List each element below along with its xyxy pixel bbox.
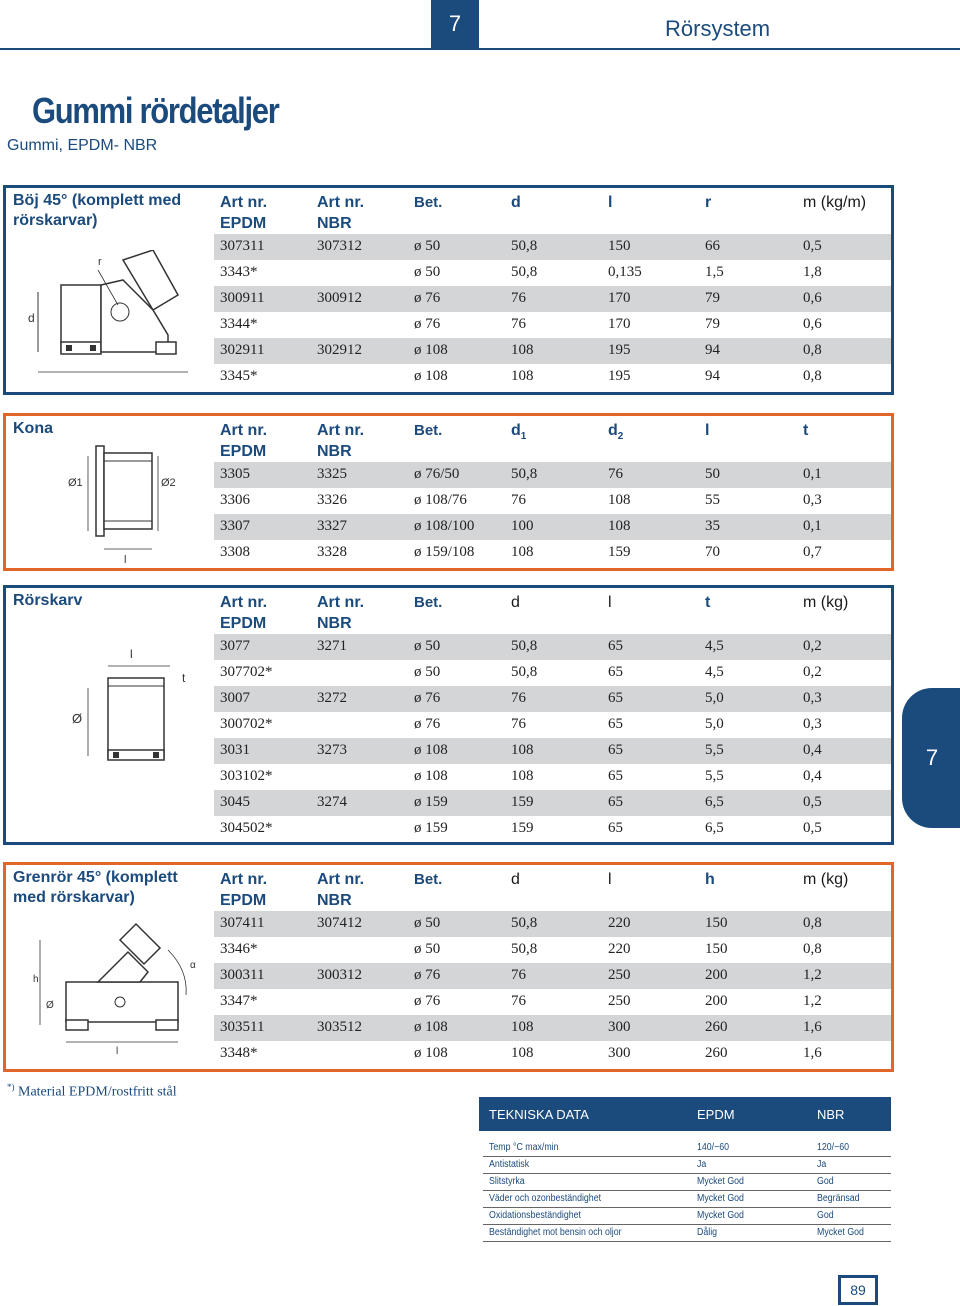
table-row (214, 1015, 891, 1041)
reducer-diagram (28, 441, 198, 571)
table-cell: 1,8 (803, 264, 822, 280)
table-cell: 65 (608, 664, 623, 680)
table-cell: ø 50 (414, 638, 441, 654)
table-cell: 3305 (220, 466, 250, 482)
table-cell: ø 159 (414, 794, 448, 810)
table-cell: 65 (608, 742, 623, 758)
diagram-label-t: t (182, 671, 186, 685)
coupling-table (214, 588, 891, 842)
table-cell: 159 (511, 794, 534, 810)
section-title: Rörskarv (13, 592, 83, 609)
table-cell: 108 (511, 1045, 534, 1061)
table-cell: 200 (705, 967, 728, 983)
table-cell: 1,6 (803, 1045, 822, 1061)
tech-cell: 120/−60 (817, 1142, 850, 1153)
tech-row (483, 1140, 891, 1157)
table-cell: 307412 (317, 915, 362, 931)
table-cell: 108 (511, 368, 534, 384)
tech-cell: Antistatisk (489, 1159, 530, 1170)
tech-cell: Slitstyrka (489, 1176, 525, 1187)
diagram-label-l: l (124, 554, 127, 566)
table-cell: 200 (705, 993, 728, 1009)
table-row (214, 338, 891, 364)
table-cell: 66 (705, 238, 720, 254)
table-cell: 1,5 (705, 264, 724, 280)
table-cell: 50,8 (511, 466, 538, 482)
column-header: Art nr. EPDM (220, 422, 268, 460)
column-header: d (511, 194, 521, 211)
table-cell: 55 (705, 492, 720, 508)
table-cell: 3306 (220, 492, 250, 508)
bend-diagram (28, 250, 198, 380)
chapter-number: 7 (431, 0, 479, 48)
table-cell: 1,6 (803, 1019, 822, 1035)
column-header: l (608, 594, 612, 611)
table-cell: 5,0 (705, 690, 724, 706)
tech-header-nbr: NBR (817, 1107, 845, 1122)
table-header (214, 416, 891, 462)
column-header: l (705, 422, 710, 439)
table-cell: 302912 (317, 342, 362, 358)
column-header: Art nr. NBR (317, 194, 365, 232)
table-row (214, 312, 891, 338)
table-cell: 3007 (220, 690, 250, 706)
table-cell: 76 (511, 690, 526, 706)
branch-diagram (28, 920, 198, 1060)
table-cell: ø 108 (414, 342, 448, 358)
table-row (214, 686, 891, 712)
column-header: Art nr. NBR (317, 594, 365, 632)
table-cell: 0,3 (803, 716, 822, 732)
table-cell: 3308 (220, 544, 250, 560)
tech-row (483, 1157, 891, 1174)
table-row (214, 660, 891, 686)
table-cell: 94 (705, 368, 720, 384)
column-header: Art nr. EPDM (220, 194, 268, 232)
table-cell: 50,8 (511, 941, 538, 957)
table-cell: 76 (511, 967, 526, 983)
table-cell: 76 (511, 290, 526, 306)
page-number: 89 (838, 1275, 878, 1305)
table-row (214, 937, 891, 963)
table-cell: 3343* (220, 264, 258, 280)
section-title: Kona (13, 420, 53, 437)
table-row (214, 764, 891, 790)
table-cell: ø 108 (414, 768, 448, 784)
table-cell: 307411 (220, 915, 265, 931)
table-cell: 0,5 (803, 794, 822, 810)
table-header (214, 188, 891, 234)
column-header: Bet. (414, 594, 443, 611)
table-cell: 220 (608, 941, 631, 957)
table-cell: 94 (705, 342, 720, 358)
table-cell: 300312 (317, 967, 362, 983)
table-cell: 6,5 (705, 820, 724, 836)
table-cell: 0,6 (803, 290, 822, 306)
table-cell: 1,2 (803, 967, 822, 983)
column-header: $d_1$ (511, 422, 527, 443)
table-cell: 70 (705, 544, 720, 560)
table-cell: 170 (608, 316, 631, 332)
table-cell: 65 (608, 794, 623, 810)
table-cell: 159 (511, 820, 534, 836)
table-cell: 0,5 (803, 238, 822, 254)
tech-cell: Ja (697, 1159, 707, 1170)
tech-cell: God (817, 1210, 834, 1221)
footnote-mark: *) (7, 1082, 15, 1092)
tech-cell: Oxidationsbeständighet (489, 1210, 581, 1221)
table-cell: 3272 (317, 690, 347, 706)
table-cell: 3045 (220, 794, 250, 810)
table-cell: 76 (608, 466, 623, 482)
table-cell: 0,135 (608, 264, 642, 280)
table-cell: 65 (608, 716, 623, 732)
section-branch-45 (3, 862, 894, 1072)
table-row (214, 963, 891, 989)
table-cell: 250 (608, 993, 631, 1009)
table-row (214, 260, 891, 286)
table-cell: ø 108 (414, 368, 448, 384)
table-cell: ø 108 (414, 742, 448, 758)
table-cell: 65 (608, 638, 623, 654)
table-row (214, 364, 891, 390)
table-cell: 0,5 (803, 820, 822, 836)
table-cell: 3273 (317, 742, 347, 758)
table-row (214, 790, 891, 816)
table-cell: ø 159 (414, 820, 448, 836)
table-row (214, 911, 891, 937)
diagram-label-d1: Ø1 (68, 477, 83, 489)
coupling-diagram (28, 638, 198, 808)
column-header: m (kg/m) (803, 194, 867, 211)
section-bend-45 (3, 185, 894, 395)
tech-data-header (479, 1097, 891, 1131)
table-cell: 304502* (220, 820, 273, 836)
table-cell: 108 (511, 1019, 534, 1035)
table-cell: 3307 (220, 518, 250, 534)
table-cell: 0,6 (803, 316, 822, 332)
column-header: Bet. (414, 422, 443, 439)
table-cell: 0,7 (803, 544, 822, 560)
tech-cell: Mycket God (697, 1176, 744, 1187)
table-cell: 65 (608, 768, 623, 784)
table-cell: 76 (511, 993, 526, 1009)
table-cell: ø 50 (414, 915, 441, 931)
table-cell: 3328 (317, 544, 347, 560)
table-cell: 3031 (220, 742, 250, 758)
table-cell: ø 50 (414, 941, 441, 957)
tech-cell: God (817, 1176, 834, 1187)
table-cell: ø 76 (414, 316, 441, 332)
table-cell: ø 76 (414, 690, 441, 706)
table-cell: ø 76/50 (414, 466, 460, 482)
table-cell: 3327 (317, 518, 347, 534)
table-cell: ø 108 (414, 1019, 448, 1035)
table-cell: 4,5 (705, 664, 724, 680)
table-row (214, 634, 891, 660)
table-cell: 303512 (317, 1019, 362, 1035)
column-header: Bet. (414, 871, 443, 888)
chapter-side-tab: 7 (902, 688, 960, 828)
table-cell: ø 76 (414, 993, 441, 1009)
table-cell: 5,5 (705, 768, 724, 784)
branch-table (214, 865, 891, 1067)
table-cell: 0,8 (803, 368, 822, 384)
table-cell: 0,4 (803, 742, 822, 758)
table-cell: 100 (511, 518, 534, 534)
table-cell: 300911 (220, 290, 265, 306)
section-reducer (3, 413, 894, 571)
table-cell: 3347* (220, 993, 258, 1009)
table-row (214, 712, 891, 738)
table-cell: 307312 (317, 238, 362, 254)
table-cell: 108 (608, 492, 631, 508)
column-header: r (705, 194, 712, 211)
column-header: Art nr. NBR (317, 871, 365, 909)
table-cell: 0,8 (803, 941, 822, 957)
table-cell: ø 76 (414, 716, 441, 732)
table-cell: 3271 (317, 638, 347, 654)
bend-table (214, 188, 891, 390)
table-cell: 3346* (220, 941, 258, 957)
tech-header-epdm: EPDM (697, 1107, 735, 1122)
table-cell: 159 (608, 544, 631, 560)
chapter-title: Rörsystem (665, 16, 771, 41)
table-cell: 65 (608, 690, 623, 706)
table-cell: 50 (705, 466, 720, 482)
tech-row (483, 1174, 891, 1191)
table-cell: ø 108 (414, 1045, 448, 1061)
table-cell: 3326 (317, 492, 347, 508)
table-row (214, 738, 891, 764)
column-header: Bet. (414, 194, 443, 211)
tech-cell: Väder och ozonbeständighet (489, 1193, 602, 1204)
table-cell: 3077 (220, 638, 250, 654)
table-cell: 3325 (317, 466, 347, 482)
table-cell: 3344* (220, 316, 258, 332)
table-row (214, 1041, 891, 1067)
table-row (214, 462, 891, 488)
column-header: t (803, 422, 809, 439)
table-cell: 260 (705, 1019, 728, 1035)
table-cell: 6,5 (705, 794, 724, 810)
table-cell: 170 (608, 290, 631, 306)
table-cell: 307702* (220, 664, 273, 680)
table-cell: 150 (705, 915, 728, 931)
table-cell: 250 (608, 967, 631, 983)
table-cell: 76 (511, 492, 526, 508)
table-cell: 302911 (220, 342, 265, 358)
table-cell: 50,8 (511, 264, 538, 280)
column-header: d (511, 871, 520, 888)
table-cell: 150 (705, 941, 728, 957)
tech-header-label: TEKNISKA DATA (489, 1107, 589, 1122)
table-cell: ø 108/76 (414, 492, 467, 508)
diagram-label-d: Ø (72, 711, 83, 726)
table-cell: 108 (511, 742, 534, 758)
table-cell: ø 76 (414, 290, 441, 306)
table-cell: 303511 (220, 1019, 265, 1035)
tech-cell: Mycket God (697, 1193, 744, 1204)
table-cell: 5,5 (705, 742, 724, 758)
footnote (7, 1082, 177, 1101)
tech-cell: Mycket God (817, 1227, 864, 1238)
column-header: l (608, 194, 613, 211)
column-header: l (608, 871, 612, 888)
diagram-label-l: l (116, 1046, 119, 1057)
table-cell: 307311 (220, 238, 265, 254)
diagram-label-l: l (130, 647, 133, 661)
table-cell: 3348* (220, 1045, 258, 1061)
table-cell: 260 (705, 1045, 728, 1061)
diagram-label-r: r (98, 256, 102, 268)
table-cell: 300 (608, 1019, 631, 1035)
table-cell: 0,3 (803, 690, 822, 706)
table-cell: 3274 (317, 794, 347, 810)
table-cell: 220 (608, 915, 631, 931)
tech-cell: 140/−60 (697, 1142, 730, 1153)
tech-row (483, 1191, 891, 1208)
table-cell: 0,2 (803, 664, 822, 680)
table-cell: 303102* (220, 768, 273, 784)
table-cell: 108 (511, 768, 534, 784)
reducer-table (214, 416, 891, 566)
table-cell: 300 (608, 1045, 631, 1061)
table-cell: 300702* (220, 716, 273, 732)
table-row (214, 234, 891, 260)
table-cell: 0,8 (803, 342, 822, 358)
table-cell: ø 108/100 (414, 518, 475, 534)
table-cell: 0,3 (803, 492, 822, 508)
tech-cell: Beständighet mot bensin och oljor (489, 1227, 622, 1238)
column-header: Art nr. EPDM (220, 871, 268, 909)
table-cell: 0,1 (803, 466, 822, 482)
table-header (214, 588, 891, 634)
footnote-text: Material EPDM/rostfritt stål (14, 1084, 177, 1100)
table-cell: 108 (608, 518, 631, 534)
table-cell: 195 (608, 342, 631, 358)
section-title: Grenrör 45° (komplett med rörskarvar) (13, 869, 178, 906)
diagram-label-d: d (28, 311, 35, 325)
table-cell: 5,0 (705, 716, 724, 732)
column-header: Art nr. NBR (317, 422, 365, 460)
column-header: $d_2$ (608, 422, 624, 443)
table-cell: 108 (511, 342, 534, 358)
table-cell: 195 (608, 368, 631, 384)
tech-cell: Dålig (697, 1227, 718, 1238)
table-cell: ø 50 (414, 664, 441, 680)
table-header (214, 865, 891, 911)
tech-cell: Temp °C max/min (489, 1142, 559, 1153)
diagram-label-d2: Ø2 (161, 477, 176, 489)
table-cell: 76 (511, 716, 526, 732)
tech-row (483, 1225, 891, 1242)
table-cell: 76 (511, 316, 526, 332)
table-cell: 50,8 (511, 915, 538, 931)
header-rule (0, 48, 960, 50)
tech-row (483, 1208, 891, 1225)
table-cell: 150 (608, 238, 631, 254)
table-cell: 50,8 (511, 638, 538, 654)
page-title: Gummi rördetaljer (32, 90, 279, 131)
table-cell: 0,8 (803, 915, 822, 931)
table-cell: 300311 (220, 967, 265, 983)
table-row (214, 989, 891, 1015)
table-cell: 0,2 (803, 638, 822, 654)
table-cell: 3345* (220, 368, 258, 384)
table-cell: 4,5 (705, 638, 724, 654)
diagram-label-h: h (33, 974, 39, 985)
table-cell: 0,4 (803, 768, 822, 784)
table-cell: 0,1 (803, 518, 822, 534)
table-cell: ø 159/108 (414, 544, 475, 560)
table-cell: 79 (705, 316, 720, 332)
table-row (214, 286, 891, 312)
table-cell: 108 (511, 544, 534, 560)
page-subtitle: Gummi, EPDM- NBR (7, 137, 158, 154)
table-cell: 300912 (317, 290, 362, 306)
column-header: m (kg) (803, 871, 849, 888)
tech-cell: Begränsad (817, 1193, 860, 1204)
table-row (214, 488, 891, 514)
table-cell: 50,8 (511, 664, 538, 680)
tech-data-table (483, 1140, 891, 1242)
table-cell: 35 (705, 518, 720, 534)
table-cell: ø 76 (414, 967, 441, 983)
table-cell: 79 (705, 290, 720, 306)
diagram-label-a: α (190, 960, 196, 971)
table-cell: ø 50 (414, 264, 441, 280)
table-row (214, 540, 891, 566)
tech-cell: Ja (817, 1159, 827, 1170)
column-header: m (kg) (803, 594, 849, 611)
column-header: t (705, 594, 711, 611)
tech-cell: Mycket God (697, 1210, 744, 1221)
column-header: h (705, 871, 715, 888)
column-header: d (511, 594, 520, 611)
section-title: Böj 45° (komplett med rörskarvar) (13, 192, 182, 229)
table-cell: 65 (608, 820, 623, 836)
column-header: Art nr. EPDM (220, 594, 268, 632)
table-row (214, 514, 891, 540)
section-coupling (3, 585, 894, 845)
diagram-label-d: Ø (46, 1000, 54, 1011)
table-row (214, 816, 891, 842)
table-cell: ø 50 (414, 238, 441, 254)
table-cell: 50,8 (511, 238, 538, 254)
table-cell: 1,2 (803, 993, 822, 1009)
